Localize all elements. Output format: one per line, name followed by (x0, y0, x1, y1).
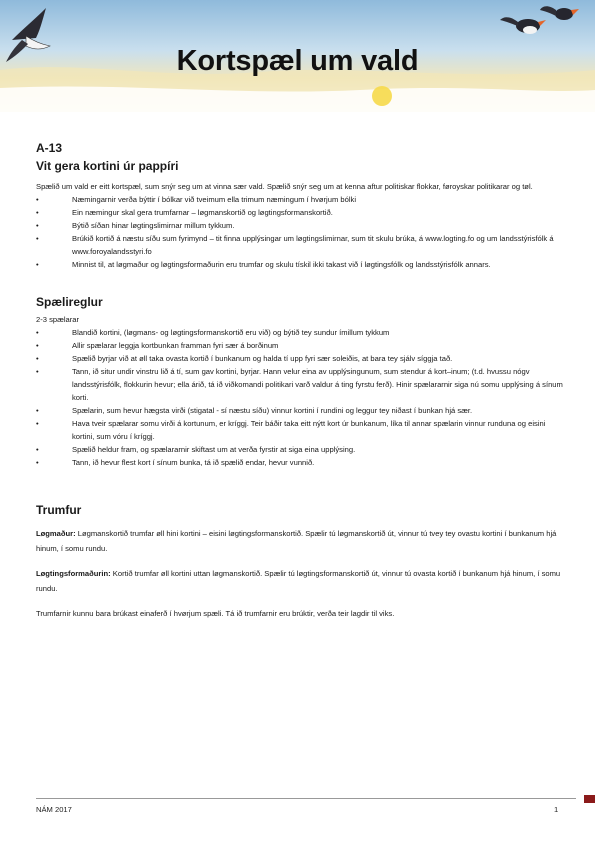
bullet-icon: • (36, 328, 39, 337)
bullet-icon: • (36, 234, 39, 243)
bullet-icon: • (36, 458, 39, 467)
footer-divider (36, 798, 576, 799)
list-item: • Spælarin, sum hevur hægsta virði (stigatal - sí næstu síðu) vinnur kortini í rundini og leggur tey niðast í bunkan hjá sær. (36, 406, 473, 415)
footer-publisher: NÁM 2017 (36, 805, 72, 814)
rules-list (36, 326, 566, 469)
bullet-icon: • (36, 367, 39, 376)
list-item: • Brúkið kortið á næstu síðu sum fyrimynd – tit finna upplýsingar um løgtingslimirnar, sum tit skulu brúka, á www.logting.fo og um landsstýrisfólk á www.foroyalandsstyri.fo (36, 234, 554, 256)
trump-paragraph-prime-minister: Løgmaður: Løgmanskortið trumfar øll hini kortini – eisini løgtingsformanskortið. Spælir tú løgmanskortið út, vinnur tú tvey tey ovastu kortini í bunkanum hjá hinum, í somu rundu. (36, 529, 557, 553)
bullet-icon: • (36, 419, 39, 428)
bullet-icon: • (36, 406, 39, 415)
list-item: • Spælið byrjar við at øll taka ovasta kortið í bunkanum og halda tí upp fyri sær soleiðis, at bara tey sjálv síggja tað. (36, 354, 453, 363)
list-item: • Næmingarnir verða býttir í bólkar við tveimum ella trimum næmingum í hvørjum bólki (36, 195, 357, 204)
trump-heading: Trumfur (36, 503, 82, 517)
bullet-icon: • (36, 341, 39, 350)
list-item: • Tann, ið situr undir vinstru lið á tí, sum gav kortini, byrjar. Hann velur eina av upplýsingunum, sum stendur á kort–inum; (t.d. hvussu nógv landsstýrisfólk, flokkurin hevur; ella árið, tá ið viðkomandi politikari varð valdur á ting fyrstu ferð). Hinir spælararnir siga nú somu upplýsing á sínum korti. (36, 367, 563, 402)
list-item: • Ein næmingur skal gera trumfarnar – løgmanskortið og løgtingsformanskortið. (36, 208, 333, 217)
trump-paragraph-speaker: Løgtingsformaðurin: Kortið trumfar øll kortini uttan løgmanskortið. Spælir tú løgtingsformanskortið út, vinnur tú ovasta kortið í bunkanum hjá hinum, í somu rundu. (36, 569, 561, 593)
bullet-icon: • (36, 445, 39, 454)
intro-list (36, 193, 566, 271)
intro-paragraph: Spælið um vald er eitt kortspæl, sum snýr seg um at vinna sær vald. Spælið snýr seg um at kenna aftur politiskar flokkar, føroyskar politikarar og tøl. (36, 182, 533, 191)
bullet-icon: • (36, 260, 39, 269)
trump-paragraph-usage: Trumfarnir kunnu bara brúkast einaferð í hvørjum spæli. Tá ið trumfarnir eru brúktir, verða teir lagdir til viks. (36, 609, 395, 618)
bullet-icon: • (36, 208, 39, 217)
bullet-icon: • (36, 354, 39, 363)
list-item: • Hava tveir spælarar somu virði á kortunum, er kríggj. Teir báðir taka eitt nýtt kort úr bunkanum, líka til annar spælarin vinnur runduna og eisini kortini, sum vóru í kríggj. (36, 419, 546, 441)
list-item: • Býtið síðan hinar løgtingslimirnar millum tykkum. (36, 221, 235, 230)
trump-label: Løgmaður: (36, 529, 76, 538)
list-item: • Spælið heldur fram, og spælararnir skiftast um at verða fyrstir at siga eina upplýsing. (36, 445, 356, 454)
page-number: 1 (554, 805, 559, 814)
players-count: 2-3 spælarar (36, 315, 80, 324)
list-item: • Allir spælarar leggja kortbunkan framman fyri sær á borðinum (36, 341, 279, 350)
rules-heading: Spælireglur (36, 295, 103, 309)
list-item: • Tann, ið hevur flest kort í sínum bunka, tá ið spælið endar, hevur vunnið. (36, 458, 315, 467)
bullet-icon: • (36, 195, 39, 204)
section-code: A-13 (36, 141, 63, 155)
page-title: Kortspæl um vald (176, 45, 419, 77)
bullet-icon: • (36, 221, 39, 230)
section-subtitle: Vit gera kortini úr pappíri (36, 159, 179, 173)
main-content (36, 141, 566, 621)
list-item: • Minnist til, at løgmaður og løgtingsformaðurin eru trumfar og skulu tískil ikki takast við í løgtingsfólk og landsstýrisfólk annars. (36, 260, 491, 269)
corner-marker (584, 795, 595, 803)
trump-label: Løgtingsformaðurin: (36, 569, 111, 578)
list-item: • Blandið kortini, (løgmans- og løgtingsformanskortið eru við) og býtið tey sundur ímillum tykkum (36, 328, 390, 337)
